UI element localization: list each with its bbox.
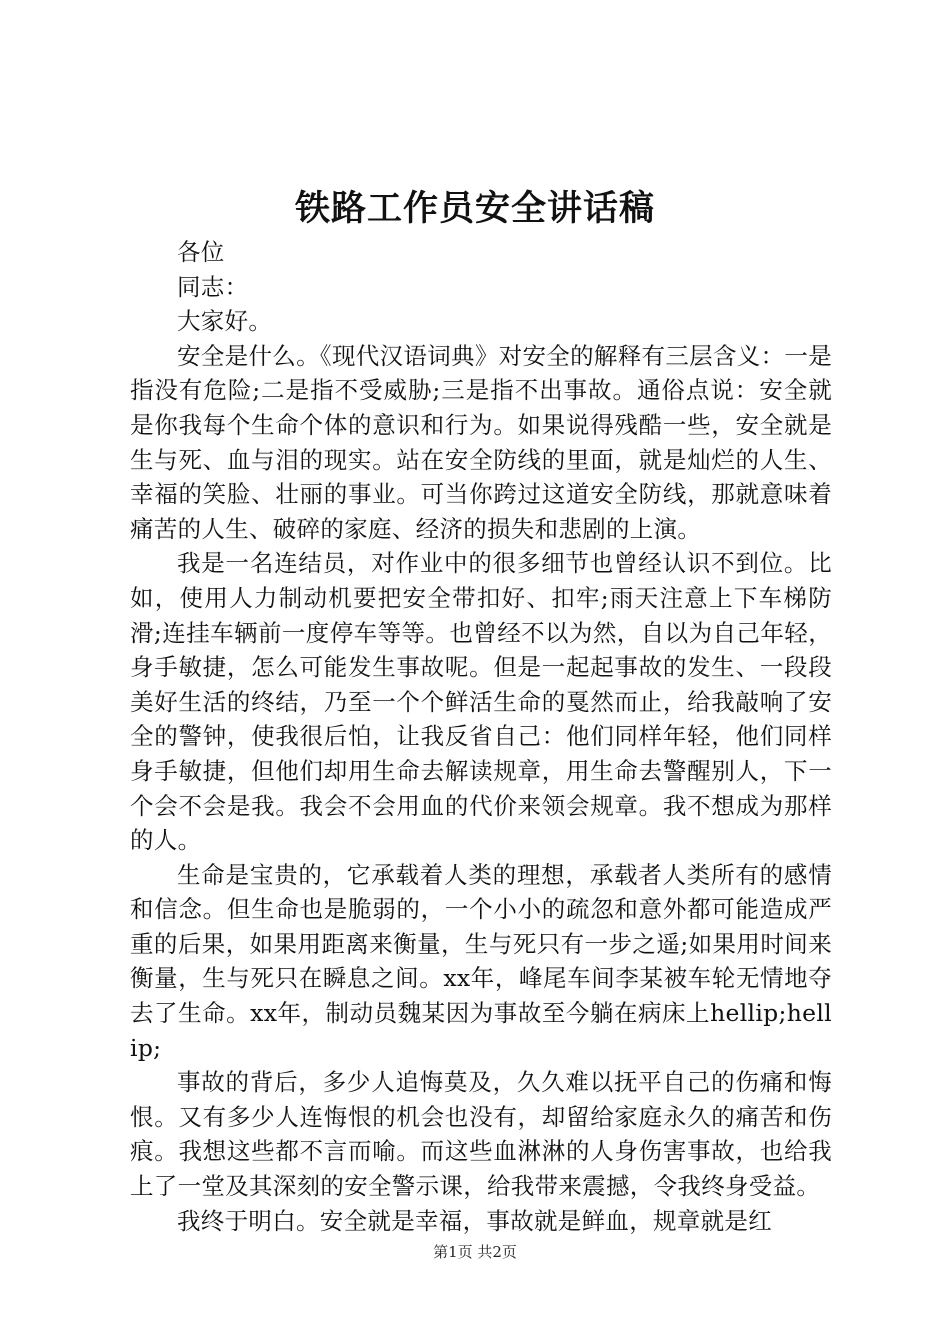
paragraph: 事故的背后，多少人追悔莫及，久久难以抚平自己的伤痛和悔恨。又有多少人连悔恨的机会也没有，却留给家庭永久的痛苦和伤痕。我想这些都不言而喻。而这些血淋淋的人身伤害事故，也给我上了一堂及其深刻的安全警示课，给我带来震撼，令我终身受益。 — [130, 1068, 832, 1201]
paragraph: 我终于明白。安全就是幸福，事故就是鲜血，规章就是红 — [177, 1206, 772, 1235]
page-footer: 第1页 共2页 — [433, 1243, 517, 1261]
salutation-line-1: 各位 — [177, 238, 225, 266]
paragraph: 安全是什么。《现代汉语词典》对安全的解释有三层含义：一是指没有危险;二是指不受威胁;三是指不出事故。通俗点说：安全就是你我每个生命个体的意识和行为。如果说得残酷一些，安全就是生与死、血与泪的现实。站在安全防线的里面，就是灿烂的人生、幸福的笑脸、壮丽的事业。可当你跨过这道安全防线，那就意味着痛苦的人生、破碎的家庭、经济的损失和悲剧的上演。 — [130, 341, 832, 543]
greeting-line: 大家好。 — [177, 307, 273, 336]
paragraph: 我是一名连结员，对作业中的很多细节也曾经认识不到位。比如，使用人力制动机要把安全带扣好、扣牢;雨天注意上下车梯防滑;连挂车辆前一度停车等等。也曾经不以为然，自以为自己年轻，身手敏捷，怎么可能发生事故呢。但是一起起事故的发生、一段段美好生活的终结，乃至一个个鲜活生命的戛然而止，给我敲响了安全的警钟，使我很后怕，让我反省自己：他们同样年轻，他们同样身手敏捷，但他们却用生命去解读规章，用生命去警醒别人，下一个会不会是我。我会不会用血的代价来领会规章。我不想成为那样的人。 — [130, 549, 832, 855]
salutation-line-2: 同志： — [177, 272, 249, 301]
document-body — [130, 235, 832, 1238]
document-title: 铁路工作员安全讲话稿 — [294, 188, 655, 229]
paragraph: 生命是宝贵的，它承载着人类的理想，承载者人类所有的感情和信念。但生命也是脆弱的，一个小小的疏忽和意外都可能造成严重的后果，如果用距离来衡量，生与死只有一步之遥;如果用时间来衡量，生与死只在瞬息之间。xx年，峰尾车间李某被车轮无情地夺去了生命。xx年，制动员魏某因为事故至今躺在病床上hellip;hellip; — [130, 860, 832, 1062]
